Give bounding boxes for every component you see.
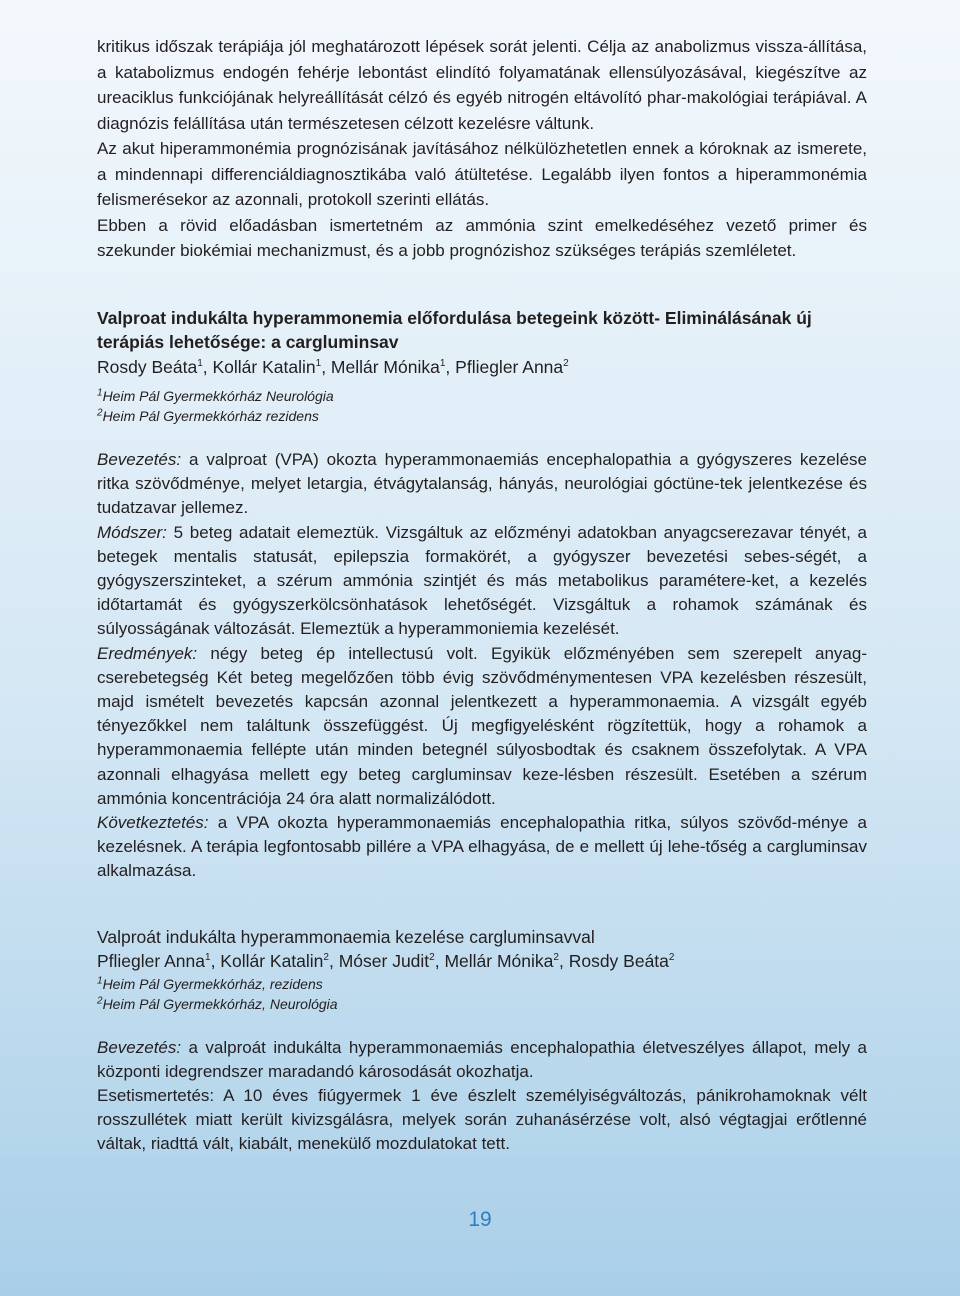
affiliation-text: Heim Pál Gyermekkórház, Neurológia [102, 995, 338, 1012]
author-name: Mellár Mónika [444, 951, 554, 972]
intro-paragraph: kritikus időszak terápiája jól meghatározott lépések sorát jelenti. Célja az anabolizmus vissza-állítása, a katabolizmus endogén fehérje lebontást elindító folyamatának ellensúlyozásával, kiegészítve az ureaciklus funkciójának helyreállítását célzó és egyéb nitrogén eltávolító phar-makológiai terápiával. A diagnózis felállítása után természetesen célzott kezelésre váltunk. [97, 37, 867, 133]
abstract-section [97, 521, 867, 642]
affiliations [97, 386, 867, 426]
abstract-body [97, 448, 867, 884]
section-label: Eredmények: [97, 643, 198, 663]
author-sup: 2 [323, 952, 329, 964]
author-sup: 2 [668, 952, 675, 964]
author-sup: 1 [197, 357, 203, 369]
article-2 [97, 925, 867, 1157]
author-name: Mellár Mónika [330, 356, 440, 377]
affiliation-sup: 1 [97, 387, 103, 399]
section-text: a valproát indukálta hyperammonaemiás encephalopathia életveszélyes állapot, mely a központi idegrendszer maradandó károsodását okozhatja. [97, 1037, 867, 1081]
author-sep: , [202, 356, 213, 377]
affiliation-sup: 2 [97, 995, 103, 1006]
author-sup: 1 [315, 357, 322, 369]
affiliation-sup: 2 [97, 407, 103, 419]
affiliation-text: Heim Pál Gyermekkórház rezidens [102, 408, 319, 424]
author-sup: 2 [563, 357, 569, 369]
author-sep: , [328, 951, 339, 972]
section-label: Bevezetés: [97, 1037, 182, 1057]
affiliation-text: Heim Pál Gyermekkórház, rezidens [102, 975, 323, 992]
author-sep: , [321, 356, 331, 377]
affiliation-sup: 1 [97, 975, 103, 986]
author-name: Móser Judit [338, 951, 430, 972]
article-title: Valproát indukálta hyperammonaemia kezelése cargluminsavval [97, 926, 595, 947]
affiliation [97, 386, 867, 406]
author-name: Kollár Katalin [212, 356, 316, 377]
author-name: Pfliegler Anna [97, 951, 205, 972]
abstract-section [97, 1036, 867, 1084]
section-text: négy beteg ép intellectusú volt. Egyikük előzményében sem szerepelt anyag-cserebetegség Két beteg megelőzően több évig szövődménymentesen VPA kezelésben részesült, majd ismételt bevezetés kapcsán azonnal jelentkezett a hyperammonaemia. A vizsgált egyéb tényezőkkel nem találtunk összefüggést. Új megfigyelésként rögzítettük, hogy a rohamok a hyperammonaemia fellépte után minden betegnél súlyosbodtak és csaknem összefolytak. A VPA azonnali elhagyása mellett egy beteg cargluminsav keze-lésben részesült. Esetében a szérum ammónia koncentrációja 24 óra alatt normalizálódott. [97, 643, 867, 808]
author-sup: 1 [205, 952, 211, 964]
section-label: Következtetés: [97, 813, 209, 833]
affiliation [97, 406, 867, 426]
abstract-body [97, 1036, 867, 1157]
section-text: a VPA okozta hyperammonaemiás encephalopathia ritka, súlyos szövőd-ménye a kezelésnek. A terápia legfontosabb pillére a VPA elhagyása, de e mellett új lehe-tőség a cargluminsav alkalmazása. [97, 813, 867, 881]
abstract-section [97, 448, 867, 521]
abstract-section [97, 811, 867, 884]
author-sep: , [445, 356, 456, 377]
author-name: Rosdy Beáta [568, 951, 669, 972]
page-content [97, 34, 867, 1157]
author-list [97, 355, 867, 380]
abstract-section [97, 1084, 867, 1157]
affiliation-text: Heim Pál Gyermekkórház Neurológia [102, 388, 334, 404]
section-text: a valproat (VPA) okozta hyperammonaemiás encephalopathia a gyógyszeres kezelése ritka szövődménye, melyet letargia, étvágytalanság, hányás, neurológiai góctüne-tek jelentkezése és tudatzavar jellemez. [97, 450, 867, 518]
section-label: Módszer: [97, 522, 167, 542]
author-list [97, 949, 867, 974]
article-1 [97, 306, 867, 884]
article-title: Valproat indukálta hyperammonemia előfordulása betegeink között- Eliminálásának új terápiás lehetősége: a cargluminsav [97, 307, 812, 352]
author-sep: , [558, 951, 569, 972]
author-name: Pfliegler Anna [455, 356, 564, 377]
intro-paragraph: Az akut hiperammonémia prognózisának javításához nélkülözhetetlen ennek a kóroknak az ismerete, a mindennapi differenciáldiagnosztikába való átültetése. Legalább ilyen fontos a hiperammonémia felismerésekor az azonnali, protokoll szerinti ellátás. [97, 139, 867, 209]
intro-paragraph: Ebben a rövid előadásban ismertetném az ammónia szint emelkedéséhez vezető primer és szekunder biokémiai mechanizmust, és a jobb prognózishoz szükséges terápiás szemléletet. [97, 215, 867, 260]
author-name: Kollár Katalin [220, 951, 324, 972]
author-sup: 2 [553, 952, 559, 964]
affiliation [97, 994, 867, 1014]
author-name: Rosdy Beáta [97, 356, 198, 377]
author-sup: 1 [439, 357, 446, 369]
author-sup: 2 [429, 952, 435, 964]
author-sep: , [434, 951, 445, 972]
author-sep: , [210, 951, 221, 972]
section-label: Bevezetés: [97, 450, 182, 469]
affiliation [97, 974, 867, 994]
page-number: 19 [468, 1208, 492, 1231]
section-text: Esetismertetés: A 10 éves fiúgyermek 1 éve észlelt személyiségváltozás, pánikrohamoknak vélt rosszullétek miatt került kivizsgálásra, melyek során zuhanásérzése volt, alsó végtagjai erőtlenné váltak, riadttá vált, kiabált, menekülő mozdulatokat tett. [97, 1086, 867, 1154]
intro-text [97, 34, 867, 264]
abstract-section [97, 642, 867, 811]
affiliations [97, 974, 867, 1014]
section-text: 5 beteg adatait elemeztük. Vizsgáltuk az előzményi adatokban anyagcserezavar tényét, a betegek mentalis statusát, epilepszia formakörét, a gyógyszer bevezetési sebes-ségét, a gyógyszerszinteket, a szérum ammónia szintjét és más metabolikus paramétere-ket, a kezelés időtartamát és gyógyszerkölcsönhatások lehetőségét. Vizsgáltuk a rohamok számának és súlyosságának változását. Elemeztük a hyperammoniemia kezelését. [97, 522, 867, 639]
